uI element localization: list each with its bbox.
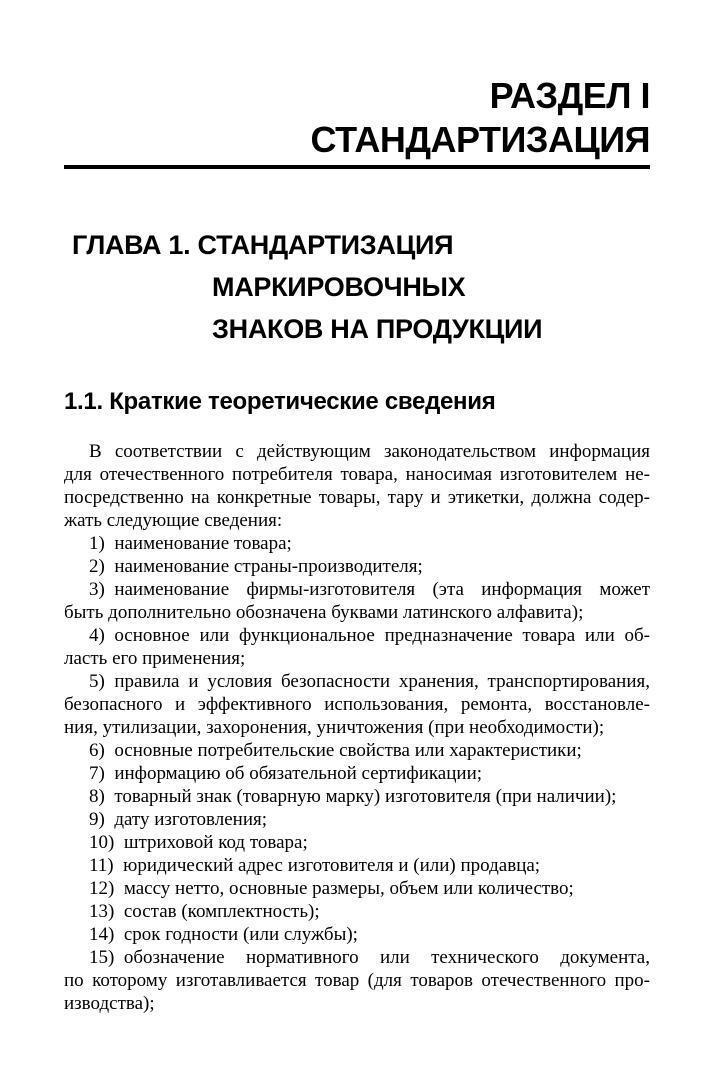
section-heading: 1.1. Краткие теоретические сведения (64, 388, 496, 415)
text-line: посредственно на конкретные товары, тару и этикетки, должна содер- (64, 487, 650, 508)
chapter-heading-line: МАРКИРОВОЧНЫХ (212, 272, 466, 302)
text-line: жать следующие сведения: (64, 510, 283, 531)
text-line: 7) информацию об обязательной сертификации; (89, 763, 483, 784)
header-rule (64, 165, 650, 169)
text-line: 4) основное или функциональное предназначение товара или об- (89, 625, 650, 646)
text-line: 8) товарный знак (товарную марку) изготовителя (при наличии); (89, 786, 617, 807)
part-header (64, 74, 650, 162)
text-line: 14) срок годности (или службы); (89, 924, 358, 945)
chapter-heading-line: ЗНАКОВ НА ПРОДУКЦИИ (212, 314, 543, 344)
body-text (64, 440, 650, 1015)
text-line: безопасного и эффективного использования, ремонта, восстановле- (64, 694, 650, 715)
text-line: для отечественного потребителя товара, наносимая изготовителем не- (64, 464, 650, 485)
text-line: 10) штриховой код товара; (89, 832, 308, 853)
part-number: РАЗДЕЛ I (489, 75, 650, 116)
text-line: 5) правила и условия безопасности хранения, транспортирования, (89, 671, 650, 692)
text-line: 9) дату изготовления; (89, 809, 268, 830)
text-line: изводства); (64, 993, 155, 1014)
text-line: 6) основные потребительские свойства или характеристики; (89, 740, 582, 761)
text-line: 2) наименование страны-производителя; (89, 556, 423, 577)
text-line: 13) состав (комплектность); (89, 901, 320, 922)
text-line: 3) наименование фирмы-изготовителя (эта информация может (89, 579, 650, 600)
text-line: ния, утилизации, захоронения, уничтожения (при необходимости); (64, 717, 605, 738)
text-line: по которому изготавливается товар (для товаров отечественного про- (64, 970, 650, 991)
text-line: 12) массу нетто, основные размеры, объем или количество; (89, 878, 574, 899)
text-line: 11) юридический адрес изготовителя и (или) продавца; (89, 855, 541, 876)
chapter-heading (64, 224, 650, 350)
chapter-heading-line: ГЛАВА 1. СТАНДАРТИЗАЦИЯ (72, 230, 454, 260)
part-title: СТАНДАРТИЗАЦИЯ (310, 119, 650, 160)
text-line: 1) наименование товара; (89, 533, 292, 554)
text-line: быть дополнительно обозначена буквами латинского алфавита); (64, 602, 584, 623)
text-line: 15) обозначение нормативного или технического документа, (89, 947, 650, 968)
text-line: ласть его применения; (64, 648, 246, 669)
text-line: В соответствии с действующим законодательством информация (89, 441, 650, 462)
